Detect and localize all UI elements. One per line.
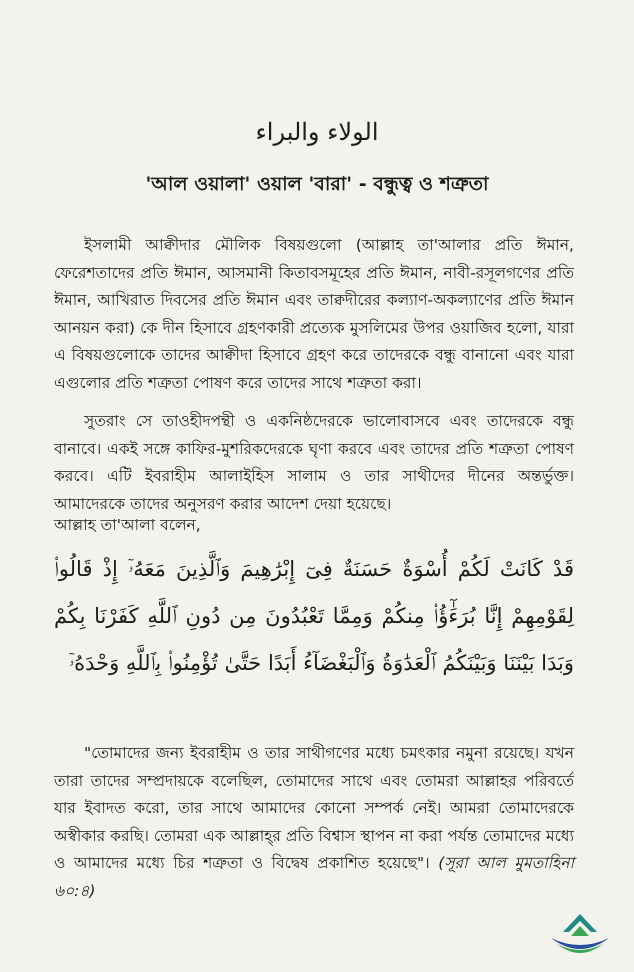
paragraph-tawhid: সুতরাং সে তাওহীদপন্থী ও একনিষ্ঠদেরকে ভালোবাসবে এবং তাদেরকে বন্ধু বানাবে। একই সঙ্গে কাফির-মুশরিকদেরকে ঘৃণা করবে এবং তাদের প্রতি শত্রুতা পোষণ করবে। এটি ইবরাহীম আলাইহিস সালাম ও তার সাথীদের দীনের অন্তর্ভুক্ত। আমাদেরকে তাদের অনুসরণ করার আদেশ দেয়া হয়েছে। [54, 412, 574, 513]
paragraph-aqidah: ইসলামী আক্বীদার মৌলিক বিষয়গুলো (আল্লাহ তা'আলার প্রতি ঈমান, ফেরেশতাদের প্রতি ঈমান, আসমানী কিতাবসমূহের প্রতি ঈমান, নাবী-রসূলগণের প্রতি ঈমান, আখিরাত দিবসের প্রতি ঈমান এবং তাক্বদীরের কল্যাণ-অকল্যাণের প্রতি ঈমান আনয়ন করা) কে দীন হিসাবে গ্রহণকারী প্রত্যেক মুসলিমের উপর ওয়াজিব হলো, যারা এ বিষয়গুলোকে তাদের আক্বীদা হিসাবে গ্রহণ করে তাদেরকে বন্ধু বানানো এবং যারা এগুলোর প্রতি শত্রুতা পোষণ করে তাদের সাথে শত্রুতা করা। [54, 236, 574, 392]
arabic-heading: الولاء والبراء [255, 118, 379, 146]
translation-text: "তোমাদের জন্য ইবরাহীম ও তার সাথীগণের মধ্যে চমৎকার নমুনা রয়েছে। যখন তারা তাদের সম্প্রদায়কে বলেছিল, তোমাদের সাথে এবং তোমরা আল্লাহর পরিবর্তে যার ইবাদত করো, তার সাথে আমাদের কোনো সম্পর্ক নেই। আমরা তোমাদেরকে অস্বীকার করছি। তোমরা এক আল্লাহ্‌র প্রতি বিশ্বাস স্থাপন না করা পর্যন্ত তোমাদের মধ্যে ও আমাদের মধ্যে চির শত্রুতা ও বিদ্বেষ প্রকাশিত হয়েছে"। [54, 744, 574, 872]
surah-reference: (সূরা আল মুমতাহিনা ৬০:৪) [54, 854, 574, 900]
quran-ayah: قَدْ كَانَتْ لَكُمْ أُسْوَةٌ حَسَنَةٌ فِىٓ إِبْرَٰهِيمَ وَٱلَّذِينَ مَعَهُۥٓ إِذْ قَالُوا۟ لِقَوْمِهِمْ إِنَّا بُرَءَٰٓؤُا۟ مِنكُمْ وَمِمَّا تَعْبُدُونَ مِن دُونِ ٱللَّهِ كَفَرْنَا بِكُمْ وَبَدَا بَيْنَنَا وَبَيْنَكُمُ ٱلْعَدَٰوَةُ وَٱلْبَغْضَآءُ أَبَدًا حَتَّىٰ تُؤْمِنُوا۟ بِٱللَّهِ وَحْدَهُۥٓ [54, 557, 574, 675]
quote-intro: আল্লাহ তা'আলা বলেন, [54, 516, 201, 534]
bengali-heading: 'আল ওয়ালা' ওয়াল 'বারা' - বন্ধুত্ব ও শত্রুতা [145, 173, 489, 195]
ayah-translation [54, 740, 574, 905]
publisher-logo-icon [545, 908, 615, 964]
